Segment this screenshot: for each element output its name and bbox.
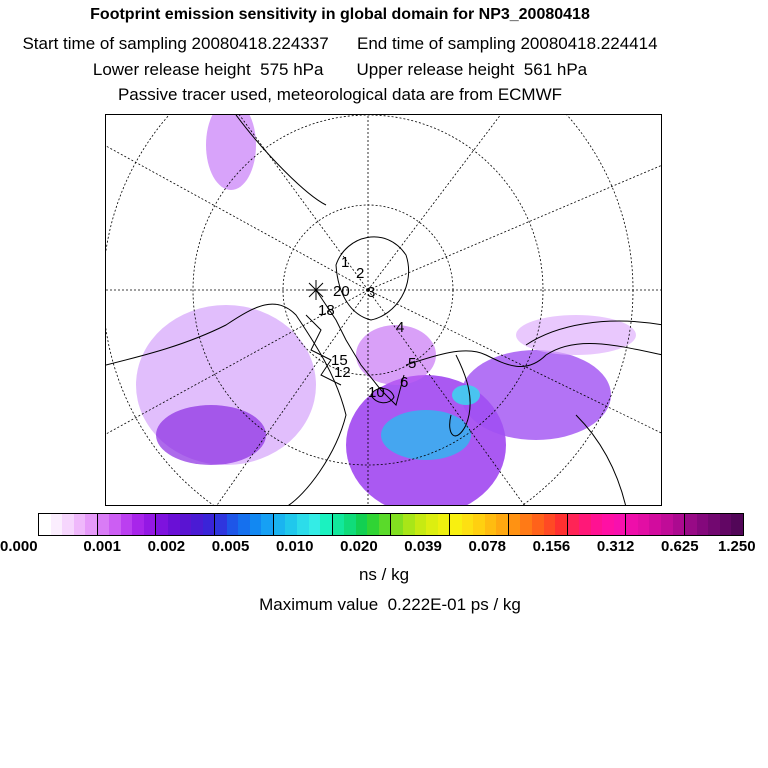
- colorbar-tick-label: 0.002: [147, 538, 186, 555]
- sensitivity-plume-top: [206, 115, 256, 190]
- colorbar-tick-label: 0.078: [468, 538, 507, 555]
- colorbar-cell: [297, 514, 309, 535]
- colorbar-cell: [426, 514, 438, 535]
- colorbar-cell: [367, 514, 379, 535]
- track-label-15: 15: [331, 352, 348, 369]
- track-label-18: 18: [318, 302, 335, 319]
- colorbar-cell: [731, 514, 743, 535]
- colorbar-cell: [109, 514, 121, 535]
- plot-title: Footprint emission sensitivity in global domain for NP3_20080418: [90, 6, 590, 23]
- colorbar-cell: [473, 514, 485, 535]
- colorbar-cell: [121, 514, 133, 535]
- colorbar-cell: [544, 514, 556, 535]
- colorbar-cell: [579, 514, 591, 535]
- colorbar-cell: [238, 514, 250, 535]
- colorbar-cell: [720, 514, 732, 535]
- colorbar-tick-label: 1.250: [718, 538, 756, 555]
- colorbar-cell: [344, 514, 356, 535]
- colorbar-cell: [379, 514, 391, 535]
- colorbar-cell: [250, 514, 262, 535]
- colorbar-cell: [403, 514, 415, 535]
- colorbar-cell: [532, 514, 544, 535]
- colorbar-cell: [285, 514, 297, 535]
- colorbar-cell: [97, 514, 110, 535]
- colorbar-cell: [356, 514, 368, 535]
- sampling-time-line: Start time of sampling 20080418.224337 End time of sampling 20080418.224414: [22, 34, 658, 53]
- track-label-6: 6: [400, 374, 409, 391]
- colorbar-cell: [520, 514, 532, 535]
- colorbar-cell: [144, 514, 156, 535]
- colorbar-cell: [485, 514, 497, 535]
- colorbar-units: ns / kg: [358, 565, 410, 584]
- colorbar-cell: [638, 514, 650, 535]
- colorbar-tick-label: 0.000: [0, 538, 38, 555]
- colorbar-cell: [415, 514, 427, 535]
- colorbar-cell: [74, 514, 86, 535]
- colorbar-cell: [625, 514, 638, 535]
- sensitivity-plume-east: [461, 350, 611, 440]
- release-height-line: Lower release height 575 hPa Upper release height 561 hPa: [92, 60, 588, 79]
- release-site-marker: [306, 280, 326, 300]
- sensitivity-plume-east-core: [452, 385, 480, 405]
- track-label-1: 1: [341, 254, 350, 271]
- colorbar-cell: [168, 514, 180, 535]
- tracer-info-line: Passive tracer used, meteorological data are from ECMWF: [117, 85, 563, 104]
- colorbar-cell: [438, 514, 450, 535]
- colorbar-cell: [649, 514, 661, 535]
- maximum-value-label: Maximum value 0.222E-01 ps / kg: [259, 595, 521, 614]
- sensitivity-plume-west-core: [156, 405, 266, 465]
- colorbar-cell: [614, 514, 626, 535]
- colorbar-cell: [227, 514, 239, 535]
- colorbar-cell: [214, 514, 227, 535]
- track-label-20: 20: [333, 283, 350, 300]
- sensitivity-field: [136, 115, 636, 506]
- colorbar-cell: [697, 514, 709, 535]
- meridian: [368, 155, 662, 290]
- colorbar-tick-label: 0.625: [661, 538, 699, 555]
- colorbar-cell: [180, 514, 192, 535]
- colorbar-cell: [320, 514, 332, 535]
- meridian: [368, 115, 576, 290]
- colorbar-cell: [673, 514, 685, 535]
- track-label-10: 10: [368, 384, 385, 401]
- colorbar-tick-label: 0.010: [275, 538, 314, 555]
- colorbar-cell: [132, 514, 144, 535]
- colorbar-cell: [261, 514, 273, 535]
- colorbar: [38, 513, 744, 536]
- colorbar-tick-label: 0.020: [340, 538, 378, 555]
- footprint-map: [105, 114, 662, 506]
- colorbar-cell: [684, 514, 697, 535]
- colorbar-cell: [496, 514, 508, 535]
- colorbar-cell: [708, 514, 720, 535]
- colorbar-tick-label: 0.312: [596, 538, 635, 555]
- colorbar-cell: [191, 514, 203, 535]
- colorbar-ticks: [0, 538, 768, 558]
- colorbar-cell: [449, 514, 462, 535]
- colorbar-cell: [591, 514, 603, 535]
- colorbar-cell: [51, 514, 63, 535]
- colorbar-cell: [462, 514, 474, 535]
- track-label-2: 2: [356, 265, 365, 282]
- colorbar-cell: [555, 514, 567, 535]
- colorbar-cell: [273, 514, 286, 535]
- colorbar-cell: [85, 514, 97, 535]
- map-canvas: [106, 115, 662, 506]
- colorbar-cell: [602, 514, 614, 535]
- colorbar-cell: [332, 514, 345, 535]
- track-label-4: 4: [396, 319, 405, 336]
- colorbar-cell: [39, 514, 51, 535]
- colorbar-cell: [155, 514, 168, 535]
- colorbar-tick-label: 0.156: [532, 538, 571, 555]
- colorbar-cell: [661, 514, 673, 535]
- colorbar-tick-label: 0.039: [404, 538, 442, 555]
- track-label-12: 12: [334, 364, 351, 381]
- meridian: [166, 115, 368, 290]
- colorbar-cell: [567, 514, 580, 535]
- colorbar-tick-label: 0.001: [83, 538, 121, 555]
- colorbar-tick-label: 0.005: [211, 538, 250, 555]
- colorbar-cell: [390, 514, 403, 535]
- colorbar-cell: [309, 514, 321, 535]
- track-label-5: 5: [408, 355, 417, 372]
- track-label-3: 3: [367, 284, 376, 301]
- colorbar-cell: [508, 514, 521, 535]
- colorbar-cell: [203, 514, 215, 535]
- colorbar-cell: [62, 514, 74, 535]
